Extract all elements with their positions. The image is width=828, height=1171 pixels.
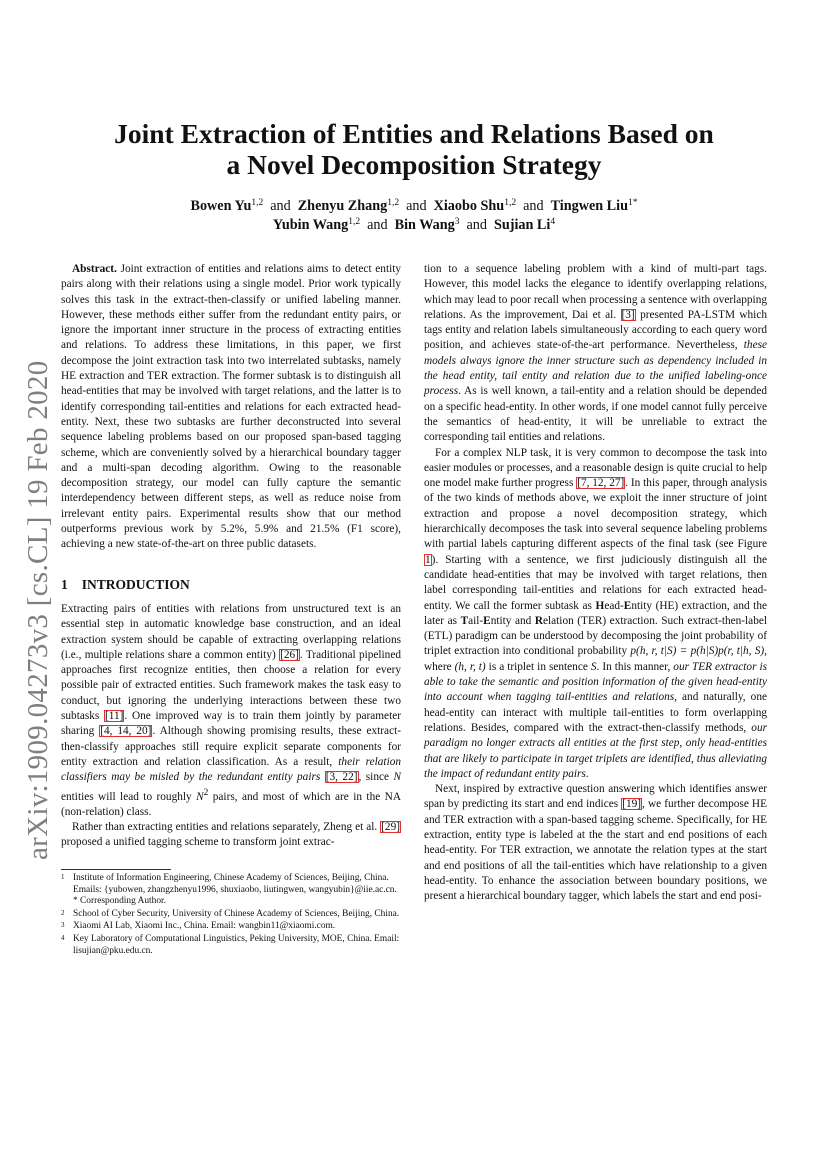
intro-paragraph-2	[61, 820, 401, 851]
footnote-text: School of Cyber Security, University of Chinese Academy of Sciences, Beijing, China.	[73, 908, 400, 919]
text-run: . Traditional pipelined approaches first recognize entities, then choose a relation for every possible pair of extracted entities. Such framework makes the task easy to conduct, but ignoring the underlying interactions between these two subtasks	[61, 648, 401, 723]
footnote	[61, 909, 401, 921]
text-run: is a triplet in sentence	[485, 660, 591, 673]
author-name: Yubin Wang	[272, 217, 349, 233]
math-symbol: N	[196, 790, 204, 803]
section-number: 1	[61, 576, 68, 592]
and-connector: and	[523, 198, 544, 214]
emphasis-text: their relation classifiers may be misled by the redundant entity pairs	[61, 755, 402, 784]
paper-title	[60, 118, 768, 180]
bold-letter: E	[623, 599, 632, 612]
text-run: , since	[358, 771, 394, 784]
title-line-2: a Novel Decomposition Strategy	[226, 149, 602, 180]
author-name: Sujian Li	[493, 217, 551, 233]
text-run: . As is well known, a tail-entity and a relation should be depended on a specific head-entity. In other words, if one model cannot fully perceive the semantics of head-entity, it will be unreliable to extract the corresponding tail entities and relations.	[424, 385, 767, 444]
citation-link[interactable]: [4, 14, 20]	[100, 725, 152, 738]
footnote-mark: 2	[61, 908, 65, 917]
and-connector: and	[367, 217, 388, 233]
text-run: , we further decompose HE and TER extraction with a span-based tagging scheme. Specifically, for HE extraction, entity type is labeled at the the start and end positions of each head-entity. For TER extraction, we annotate the relation types at the start and end positions of all the tail-entities which have relationship to a given head-entity. To enhance the association between boundary positions, we present a hierarchical boundary tagger, which labels the start and end posi-	[424, 798, 767, 903]
author-affiliation: 3	[454, 217, 460, 227]
footnote	[61, 934, 401, 957]
text-run: For a complex NLP task, it is very common to decompose the task into easier modules or processes, and a reasonable design is quite crucial to help one model make further progress	[424, 446, 767, 490]
right-paragraph-2	[424, 446, 767, 783]
author-row-1	[60, 197, 768, 216]
text-run: proposed a unified tagging scheme to transform joint extrac-	[61, 836, 335, 849]
abstract	[61, 262, 401, 553]
citation-link[interactable]: [7, 12, 27]	[577, 477, 625, 490]
footnote-rule	[61, 869, 171, 870]
author-affiliation: 1,2	[387, 198, 400, 208]
text-run: Extracting pairs of entities with relations from unstructured text is an essential step in automatic knowledge base construction, and an ideal extraction system should be capable of extracting overlapping relations (i.e., multiple relations share a common entity)	[61, 602, 401, 661]
text-run: .	[585, 767, 589, 780]
right-column	[424, 262, 767, 904]
section-title: INTRODUCTION	[81, 576, 190, 592]
math-symbol: N	[393, 771, 401, 784]
citation-link[interactable]: [3, 22]	[325, 771, 358, 784]
text-run: , and naturally, one head-entity can interact with multiple tail-entities to form overlapping relations. Besides, compared with the extract-then-classify methods,	[424, 691, 767, 734]
author-affiliation: 1,2	[504, 198, 517, 208]
title-line-1: Joint Extraction of Entities and Relations Based on	[114, 118, 714, 149]
text-run: ail-	[468, 614, 484, 627]
footnote-text: Institute of Information Engineering, Chinese Academy of Sciences, Beijing, China. Emails: {yubowen, zhangzhenyu1996, shuxiaobo, liutingwen, wangyubin}@iie.ac.cn. * Corresponding Author.	[73, 873, 397, 907]
text-run: . Although showing promising results, these extract-then-classify approaches still require explicit separate components for entity extraction and relation classification. As a result,	[61, 725, 401, 768]
emphasis-text: our paradigm no longer extracts all entities at the first step, only head-entities that are likely to participate in target triplets are identified, thus alleviating the impact of redundant entity pairs	[424, 721, 767, 780]
text-run: ). Starting with a sentence, we first judiciously distinguish all the candidate head-entities that may be involved with target relations, then label corresponding tail-entities and relations for each extracted head-entity. We call the former subtask as	[424, 553, 767, 612]
text-run: ntity and	[490, 614, 535, 627]
author-affiliation: 1,2	[251, 198, 264, 208]
text-run: elation (TER) extraction. Such extract-then-label (ETL) paradigm can be understood by decomposing the joint probability of triplet extraction into conditional probability	[424, 614, 767, 658]
and-connector: and	[406, 198, 427, 214]
text-run: presented PA-LSTM which tags entity and relation labels simultaneously according to each query word position, and achieves state-of-the-art performance. Nevertheless,	[424, 308, 767, 352]
footnote	[61, 921, 401, 933]
math-formula: (h, r, t)	[454, 660, 486, 673]
text-run: tion to a sequence labeling problem with a kind of multi-part tags. However, this model lacks the elegance to identify overlapping relations, which may lead to poor recall when processing a sentence with overlapping relations. As the improvement, Dai et al.	[424, 263, 767, 321]
math-formula: p(h, r, t|S) = p(h|S)p(r, t|h, S)	[630, 645, 765, 658]
bold-letter: R	[534, 614, 543, 627]
author-name: Bin Wang	[394, 217, 455, 233]
author-name: Bowen Yu	[190, 198, 252, 214]
footnote-text: Xiaomi AI Lab, Xiaomi Inc., China. Email: wangbin11@xiaomi.com.	[73, 921, 336, 932]
text-run: Next, inspired by extractive question answering which identifies answer span by predicting its start and end indices	[424, 783, 767, 811]
emphasis-text: our TER extractor is able to take the semantic and position information of the given head-entity into account when tagging tail-entities and relations	[424, 660, 767, 704]
author-list	[60, 197, 768, 235]
text-run: . In this manner,	[596, 660, 674, 673]
bold-letter: E	[483, 614, 491, 627]
footnotes	[61, 873, 401, 958]
author-affiliation: 4	[550, 217, 556, 227]
footnote	[61, 873, 401, 908]
citation-link[interactable]: [11]	[105, 710, 124, 723]
author-row-2	[60, 216, 768, 235]
footnote-mark: 4	[61, 933, 65, 942]
footnote-text: Key Laboratory of Computational Linguistics, Peking University, MOE, China. Email: lisujian@pku.edu.cn.	[73, 933, 400, 956]
emphasis-text: these models always ignore the inner structure such as dependency included in the head entity, tail entity and relation due to the unified labeling-once process	[424, 339, 767, 398]
author-name: Zhenyu Zhang	[297, 198, 388, 214]
right-paragraph-3	[424, 782, 767, 904]
abstract-label: Abstract.	[72, 263, 117, 275]
text-run: . One improved way is to train them jointly by parameter sharing	[61, 710, 401, 738]
and-connector: and	[466, 217, 487, 233]
author-affiliation: 1*	[627, 198, 638, 208]
figure-link[interactable]: 1	[425, 553, 431, 566]
text-run: ntity (HE) extraction, and the later as	[424, 599, 767, 627]
text-run: entities will lead to roughly	[61, 790, 197, 803]
author-name: Xiaobo Shu	[433, 198, 505, 214]
abstract-text: Joint extraction of entities and relations aims to detect entity pairs along with their relations using a single model. Prior work typically solves this task in the extract-then-classify or unified labeling manner. However, these methods either suffer from the redundant entity pairs, or ignore the important inner structure in the process of extracting entities and relations. To address these limitations, in this paper, we first decompose the joint extraction task into two interrelated subtasks, namely HE extraction and TER extraction. The former subtask is to distinguish all head-entities that may be involved with target relations, and the latter is to identify corresponding tail-entities and relations for each extracted head-entity. Next, these two subtasks are further deconstructed into several sequence labeling problems based on our proposed span-based tagging scheme, which are conveniently solved by a hierarchical boundary tagger and a multi-span decoding algorithm. Owing to the reasonable decomposition strategy, our model can fully capture the semantic interdependency between different steps, as well as reduce noise from irrelevant entity pairs. Experimental results show that our method outperforms previous work by 5.2%, 5.9% and 21.5% (F1 score), achieving a new state-of-the-art on three public datasets.	[61, 263, 402, 551]
author-name: Tingwen Liu	[550, 198, 628, 214]
citation-link[interactable]: [19]	[622, 798, 642, 811]
text-run: , where	[424, 645, 767, 673]
left-column	[61, 262, 401, 850]
and-connector: and	[270, 198, 291, 214]
bold-letter: T	[460, 614, 469, 627]
bold-letter: H	[595, 599, 605, 612]
arxiv-stamp: arXiv:1909.04273v3 [cs.CL] 19 Feb 2020	[22, 360, 54, 860]
text-run: Rather than extracting entities and relations separately, Zheng et al.	[72, 820, 381, 833]
math-symbol: S	[590, 660, 597, 673]
text-run: ead-	[604, 599, 624, 612]
text-run: . In this paper, through analysis of the two kinds of methods above, we exploit the inner structure of joint extraction and propose a novel decomposition strategy, which hierarchically decomposes the task into several sequence labeling problems with partial labels capturing different aspects of the final task (see Figure	[424, 477, 767, 551]
footnote-mark: 1	[61, 873, 65, 881]
citation-link[interactable]: [29]	[381, 820, 400, 833]
citation-link[interactable]: [26]	[280, 648, 299, 661]
citation-link[interactable]: [3]	[621, 308, 635, 321]
section-heading	[61, 577, 401, 592]
intro-paragraph-1	[61, 602, 401, 820]
footnote-mark: 3	[61, 921, 65, 930]
author-affiliation: 1,2	[348, 217, 361, 227]
right-paragraph-1	[424, 262, 767, 446]
text-run: pairs, and most of which are in the NA (non-relation) class.	[61, 790, 401, 818]
math-superscript: 2	[203, 787, 209, 798]
